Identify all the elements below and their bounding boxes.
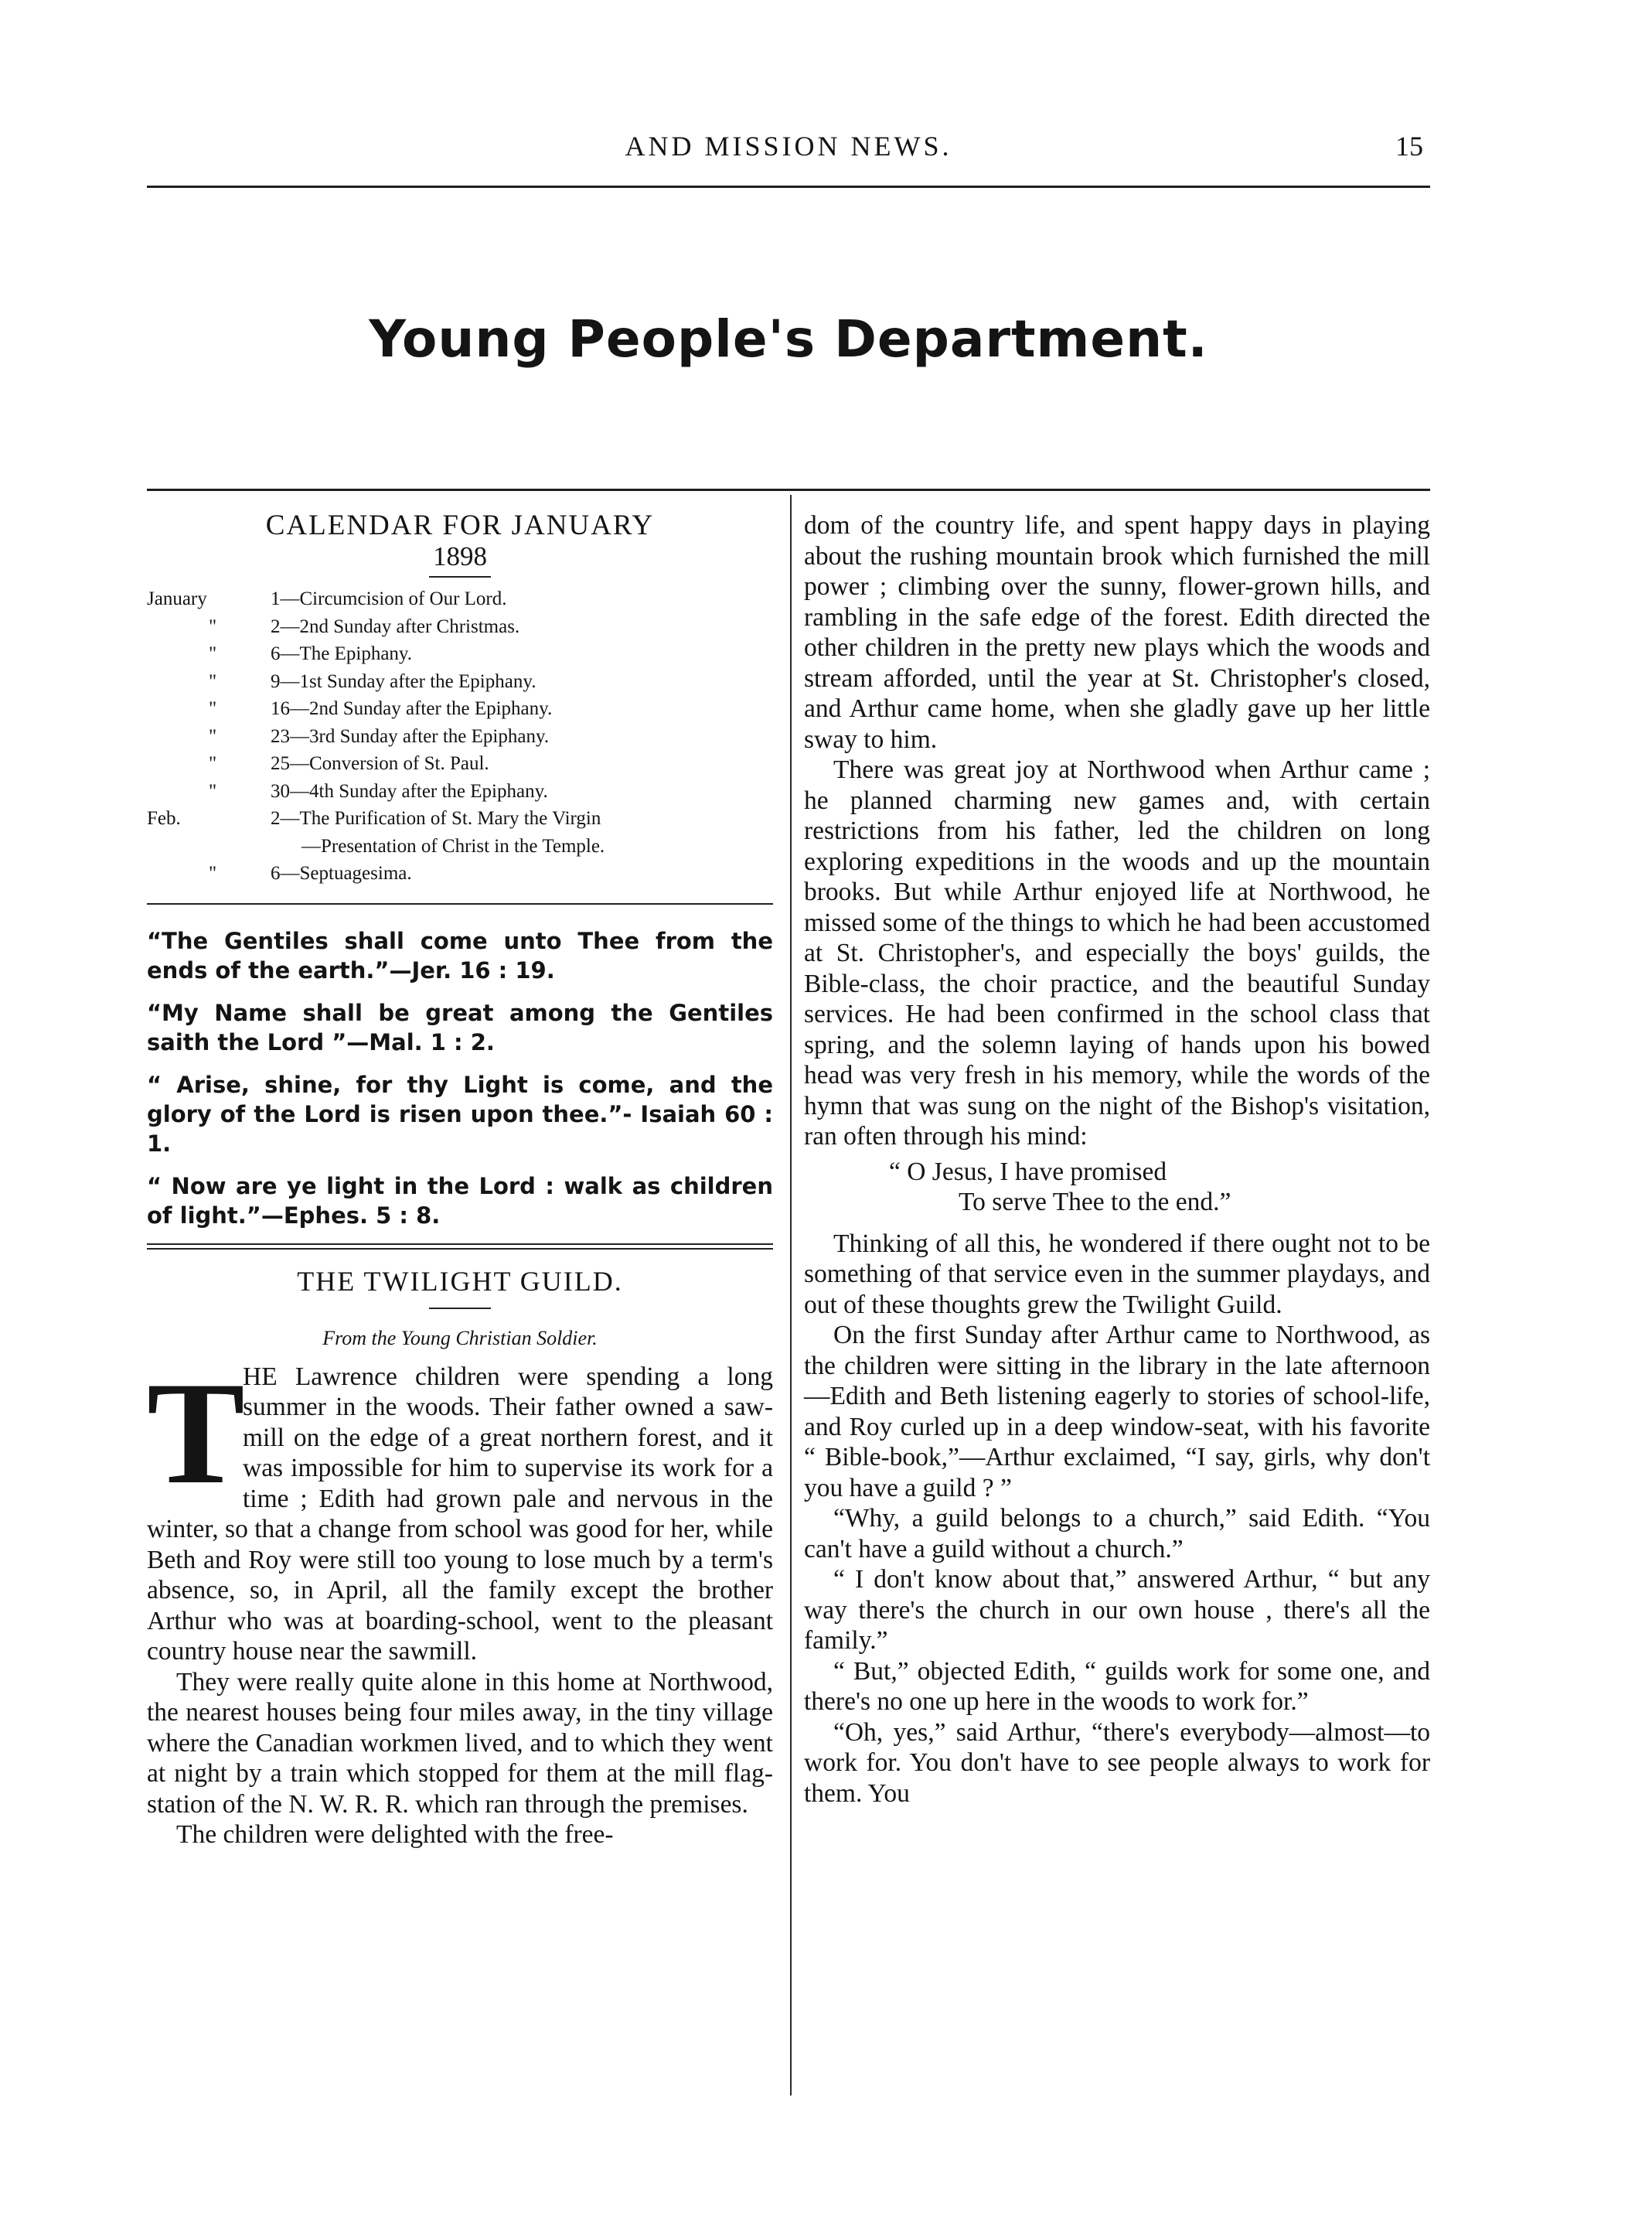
scripture-verse: “The Gentiles shall come unto Thee from the ends of the earth.”—Jer. 16 : 19. [147,927,773,984]
calendar-event: 16—2nd Sunday after the Epiphany. [271,698,553,719]
double-rule [147,1243,773,1250]
calendar-entry [147,778,773,806]
right-column [804,510,1430,1809]
calendar-divider [429,576,491,578]
article-title: THE TWILIGHT GUILD. [297,1265,623,1297]
article-paragraph: dom of the country life, and spent happy days in playing about the rushing mountain brook which furnished the mill power ; climbing over the sunny, flower-grown hills, and rambling in the safe edge of the forest. Edith directed the other children in the pretty new plays which the woods and stream afforded, until the year at St. Christopher's closed, and Arthur came home, when she gladly gave up her little sway to him. [804,511,1430,754]
calendar-month: " [209,780,217,802]
calendar-event: 2—2nd Sunday after Christmas. [271,615,520,637]
calendar-event: 2—The Purification of St. Mary the Virgin [271,808,601,829]
hymn-line: To serve Thee to the end.” [959,1188,1231,1216]
left-column [147,510,773,1850]
article-paragraph: Thinking of all this, he wondered if there ought not to be something of that service even in the summer playdays, and out of these thoughts grew the Twilight Guild. [804,1229,1430,1319]
header-rule [147,186,1430,188]
calendar-entry [147,723,773,751]
column-divider [790,495,792,2095]
article-title-divider [429,1308,491,1309]
department-title: Young People's Department. [369,309,1208,369]
calendar-entry [147,613,773,641]
running-head-title: AND MISSION NEWS. [625,131,952,162]
calendar-event: 30—4th Sunday after the Epiphany. [271,780,548,802]
scripture-verses [147,926,773,1230]
calendar-month: " [209,670,217,692]
scripture-verse: “ Now are ye light in the Lord : walk as children of light.”—Ephes. 5 : 8. [147,1172,773,1229]
calendar-event: 9—1st Sunday after the Epiphany. [271,670,536,692]
calendar-event: 6—The Epiphany. [271,643,413,664]
article-paragraph: “Oh, yes,” said Arthur, “there's everybody—almost—to work for. You don't have to see people always to work for them. You [804,1717,1430,1808]
calendar-month: " [209,753,217,774]
article-source: From the Young Christian Soldier. [322,1327,598,1349]
article-paragraph: On the first Sunday after Arthur came to Northwood, as the children were sitting in the library in the late afternoon—Edith and Beth listening eagerly to stories of school-life, and Roy curled up in a deep window-seat, with his favorite “ Bible-book,”—Arthur exclaimed, “I say, girls, why don't you have a guild ? ” [804,1321,1430,1502]
calendar-month: " [209,643,217,664]
calendar-month [147,833,271,861]
hymn-quote [804,1157,1430,1218]
article-paragraph: HE Lawrence children were spending a long summer in the woods. Their father owned a saw-mill on the edge of a great northern forest, and it was impossible for him to supervise its work for a time ; Edith had grown pale and nervous in the winter, so that a change from school was good for her, while Beth and Roy were still too young to lose much by a term's absence, so, in April, all the family except the brother Arthur who was at boarding-school, went to the pleasant country house near the sawmill. [147,1362,773,1666]
calendar-month: " [209,615,217,637]
calendar-month: January [147,588,207,609]
calendar-entry [147,668,773,696]
calendar-event: —Presentation of Christ in the Temple. [301,835,605,857]
calendar-entry [147,833,773,861]
calendar-bottom-rule [147,903,773,905]
article-paragraph: There was great joy at Northwood when Arthur came ; he planned charming new games and, with certain restrictions from his father, led the children on long exploring expeditions in the woods and up the mountain brooks. But while Arthur enjoyed life at Northwood, he missed some of the things to which he had been accustomed at St. Christopher's, and especially the boys' guilds, the Bible-class, the choir practice, and the beautiful Sunday services. He had been confirmed in the school class that spring, and the solemn laying of hands upon his bowed head was very fresh in his memory, while the words of the hymn that was sung on the night of the Bishop's visitation, ran often through his mind: [804,755,1430,1151]
scripture-verse: “My Name shall be great among the Gentiles saith the Lord ”—Mal. 1 : 2. [147,999,773,1055]
article-paragraph: “ I don't know about that,” answered Arthur, “ but any way there's the church in our own house , there's all the family.” [804,1565,1430,1655]
article-paragraph: “ But,” objected Edith, “ guilds work for some one, and there's no one up here in the woods to work for.” [804,1656,1430,1716]
calendar-month: " [209,698,217,719]
calendar-heading: CALENDAR FOR JANUARY [265,510,655,541]
calendar-month: Feb. [147,808,181,829]
calendar-event: 6—Septuagesima. [271,863,412,884]
calendar-entry [147,750,773,778]
calendar-list [147,585,773,888]
calendar-entry [147,860,773,888]
section-top-rule [147,489,1430,491]
calendar-entry [147,805,773,833]
calendar-event: 25—Conversion of St. Paul. [271,753,489,774]
calendar-entry [147,585,773,613]
calendar-month: " [209,725,217,747]
scripture-verse: “ Arise, shine, for thy Light is come, and the glory of the Lord is risen upon thee.”- Isaiah 60 : 1. [147,1071,773,1157]
calendar-month: " [209,863,217,884]
calendar-event: 23—3rd Sunday after the Epiphany. [271,725,550,747]
hymn-line: “ O Jesus, I have promised [889,1157,1167,1186]
calendar-year: 1898 [433,540,487,571]
page-number: 15 [1395,131,1423,162]
drop-cap: T [147,1352,245,1515]
calendar-event: 1—Circumcision of Our Lord. [271,588,507,609]
article-paragraph: They were really quite alone in this home at Northwood, the nearest houses being four miles away, in the tiny village where the Canadian workmen lived, and to which they went at night by a train which stopped for them at the mill flag-station of the N. W. R. R. which ran through the premises. [147,1667,773,1819]
article-paragraph: The children were delighted with the free- [176,1820,614,1849]
calendar-entry [147,640,773,668]
article-paragraph: “Why, a guild belongs to a church,” said Edith. “You can't have a guild without a church.” [804,1504,1430,1563]
calendar-entry [147,695,773,723]
